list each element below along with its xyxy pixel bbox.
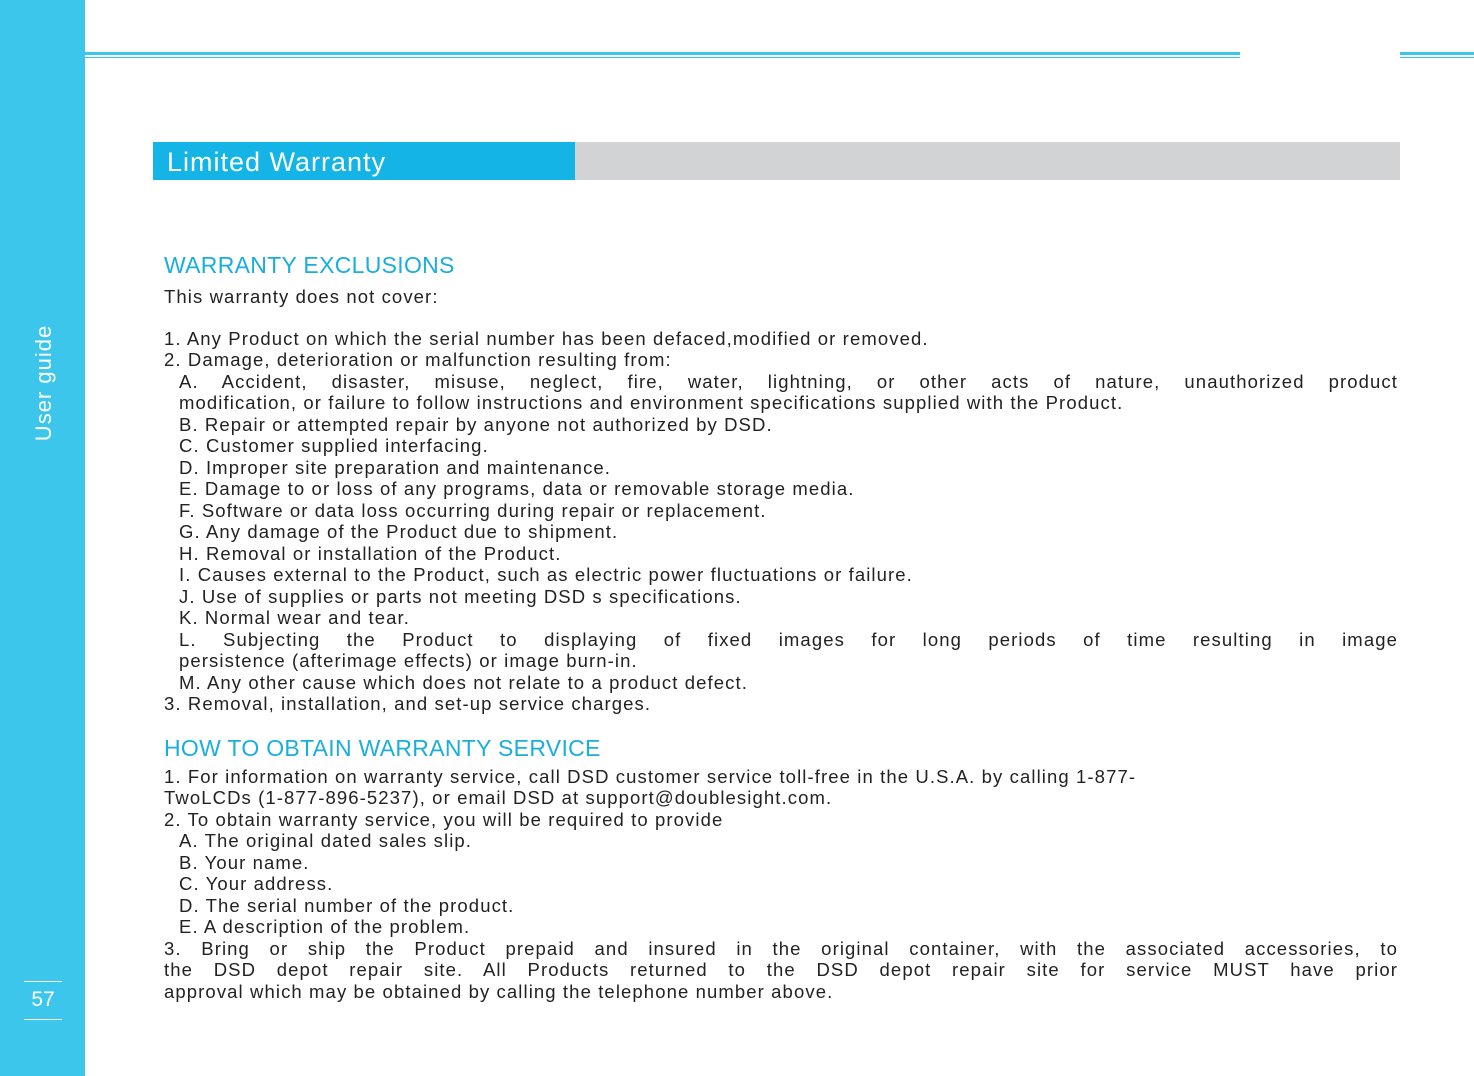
exclusion-item-2: 2. Damage, deterioration or malfunction resulting from: [164,349,672,370]
service-sub-b: B. Your name. [179,851,310,873]
exclusion-sub-i: I. Causes external to the Product, such as electric power fluctuations or failure. [179,564,913,585]
exclusions-intro: This warranty does not cover: [164,286,439,307]
exclusion-sub-e: E. Damage to or loss of any programs, data or removable storage media. [179,478,855,499]
service-item-3-line2: the DSD depot repair site. All Products returned to the DSD depot repair site for service MUST have prior [164,959,1398,980]
exclusion-sub-h: H. Removal or installation of the Product. [179,542,562,564]
service-item-3-line3: approval which may be obtained by calling the telephone number above. [164,980,834,1002]
exclusion-sub-d: D. Improper site preparation and maintenance. [179,456,612,478]
service-item-2: 2. To obtain warranty service, you will be required to provide [164,808,724,830]
exclusion-sub-m: M. Any other cause which does not relate to a product defect. [179,671,748,693]
exclusions-heading: WARRANTY EXCLUSIONS [164,252,455,278]
page-title: Limited Warranty [153,142,575,180]
exclusion-sub-f: F. Software or data loss occurring during repair or replacement. [179,499,767,521]
service-item-1-line1: 1. For information on warranty service, call DSD customer service toll-free in the U.S.A. by calling 1-877- [164,765,1137,787]
header-rule-left [85,52,1240,58]
service-sub-c: C. Your address. [179,873,334,894]
exclusion-sub-k: K. Normal wear and tear. [179,607,411,628]
exclusion-item-3: 3. Removal, installation, and set-up service charges. [164,693,652,714]
exclusion-sub-a-line1: A. Accident, disaster, misuse, neglect, fire, water, lightning, or other acts of nature, unauthorized product [179,370,1398,392]
exclusion-sub-c: C. Customer supplied interfacing. [179,435,489,456]
page-number-rule-top [24,981,62,982]
service-heading: HOW TO OBTAIN WARRANTY SERVICE [164,734,601,761]
exclusion-sub-j: J. Use of supplies or parts not meeting DSD s specifications. [179,585,742,607]
service-item-3-line1: 3. Bring or ship the Product prepaid and insured in the original container, with the associated accessories, to [164,937,1398,959]
page-number: 57 [31,988,55,1011]
service-sub-e: E. A description of the problem. [179,916,471,937]
sidebar-label: User guide [31,324,56,442]
service-sub-a: A. The original dated sales slip. [179,830,473,851]
exclusion-sub-g: G. Any damage of the Product due to shipment. [179,521,619,542]
page-number-rule-bottom [24,1019,62,1020]
exclusion-sub-a-line2: modification, or failure to follow instructions and environment specifications supplied with the Product. [179,392,1124,413]
warranty-content [164,252,1398,1002]
title-bar [153,142,1400,180]
exclusion-sub-l-line2: persistence (afterimage effects) or image burn-in. [179,650,638,671]
exclusion-item-1: 1. Any Product on which the serial number has been defaced,modified or removed. [164,327,929,349]
sidebar [0,0,85,1076]
header-rule-right [1400,52,1474,58]
service-item-1-line2: TwoLCDs (1-877-896-5237), or email DSD at support@doublesight.com. [164,787,833,808]
service-sub-d: D. The serial number of the product. [179,894,515,916]
exclusion-sub-l-line1: L. Subjecting the Product to displaying of fixed images for long periods of time resulting in image [179,628,1398,650]
exclusion-sub-b: B. Repair or attempted repair by anyone not authorized by DSD. [179,413,773,435]
